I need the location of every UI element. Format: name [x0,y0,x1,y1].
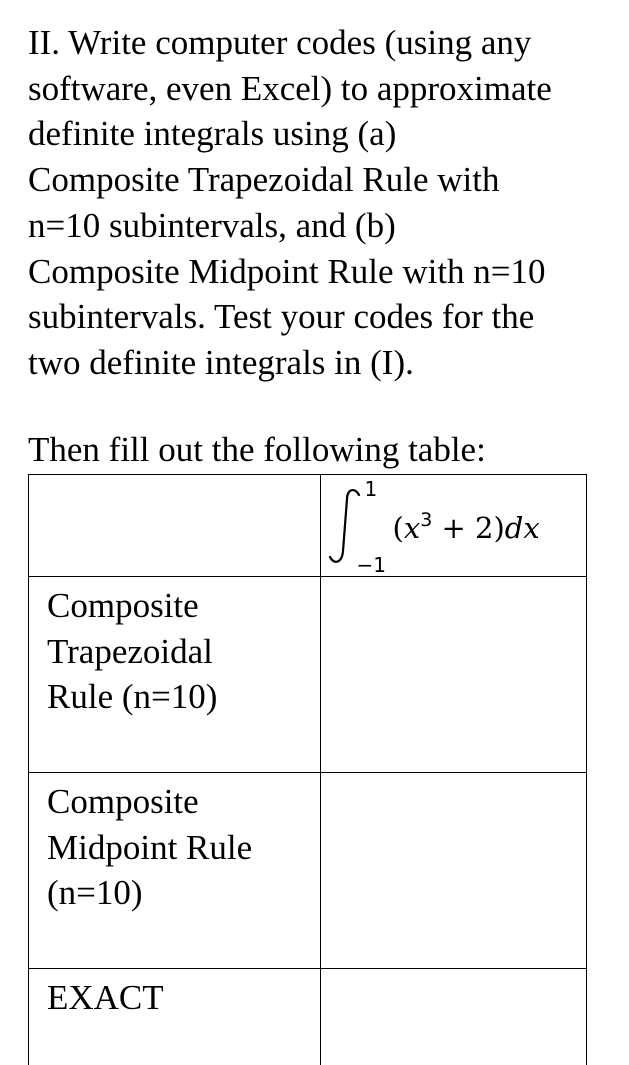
row-label-line: Midpoint Rule [47,825,310,871]
problem-line: Composite Midpoint Rule with n=10 [28,249,618,295]
midpoint-value-cell[interactable] [320,773,586,969]
problem-line: Composite Trapezoidal Rule with [28,157,618,203]
table-row [29,577,587,773]
integrand-rest: + 2) [432,511,505,545]
row-label-midpoint [29,773,321,969]
table-header-row [29,475,587,577]
table-row [29,969,587,1065]
table-row [29,773,587,969]
integral-expression [321,475,586,575]
integral-lower-limit: −1 [357,553,386,577]
row-label-line: EXACT [47,975,310,1021]
integrand-variable: x [404,511,420,545]
row-label-line: Trapezoidal [47,629,310,675]
integrand-differential: dx [505,511,540,545]
problem-line: definite integrals using (a) [28,111,618,157]
row-label-line: (n=10) [47,870,310,916]
row-label-line: Composite [47,583,310,629]
integrand [393,509,540,545]
table-prompt: Then fill out the following table: [28,427,486,473]
problem-line: II. Write computer codes (using any [28,20,618,66]
row-label-line: Composite [47,779,310,825]
problem-line: subintervals. Test your codes for the [28,294,618,340]
row-label-line: Rule (n=10) [47,674,310,720]
row-label-trapezoidal [29,577,321,773]
integrand-exponent: 3 [420,509,432,531]
results-table [28,474,587,1065]
problem-line: two definite integrals in (I). [28,340,618,386]
integral-upper-limit: 1 [365,477,378,501]
integrand-open-paren: ( [393,511,404,545]
problem-line: software, even Excel) to approximate [28,66,618,112]
table-corner-cell [29,475,321,577]
trapezoidal-value-cell[interactable] [320,577,586,773]
row-label-exact [29,969,321,1065]
problem-statement [28,20,618,386]
integral-header-cell [320,475,586,577]
exact-value-cell[interactable] [320,969,586,1065]
problem-line: n=10 subintervals, and (b) [28,203,618,249]
